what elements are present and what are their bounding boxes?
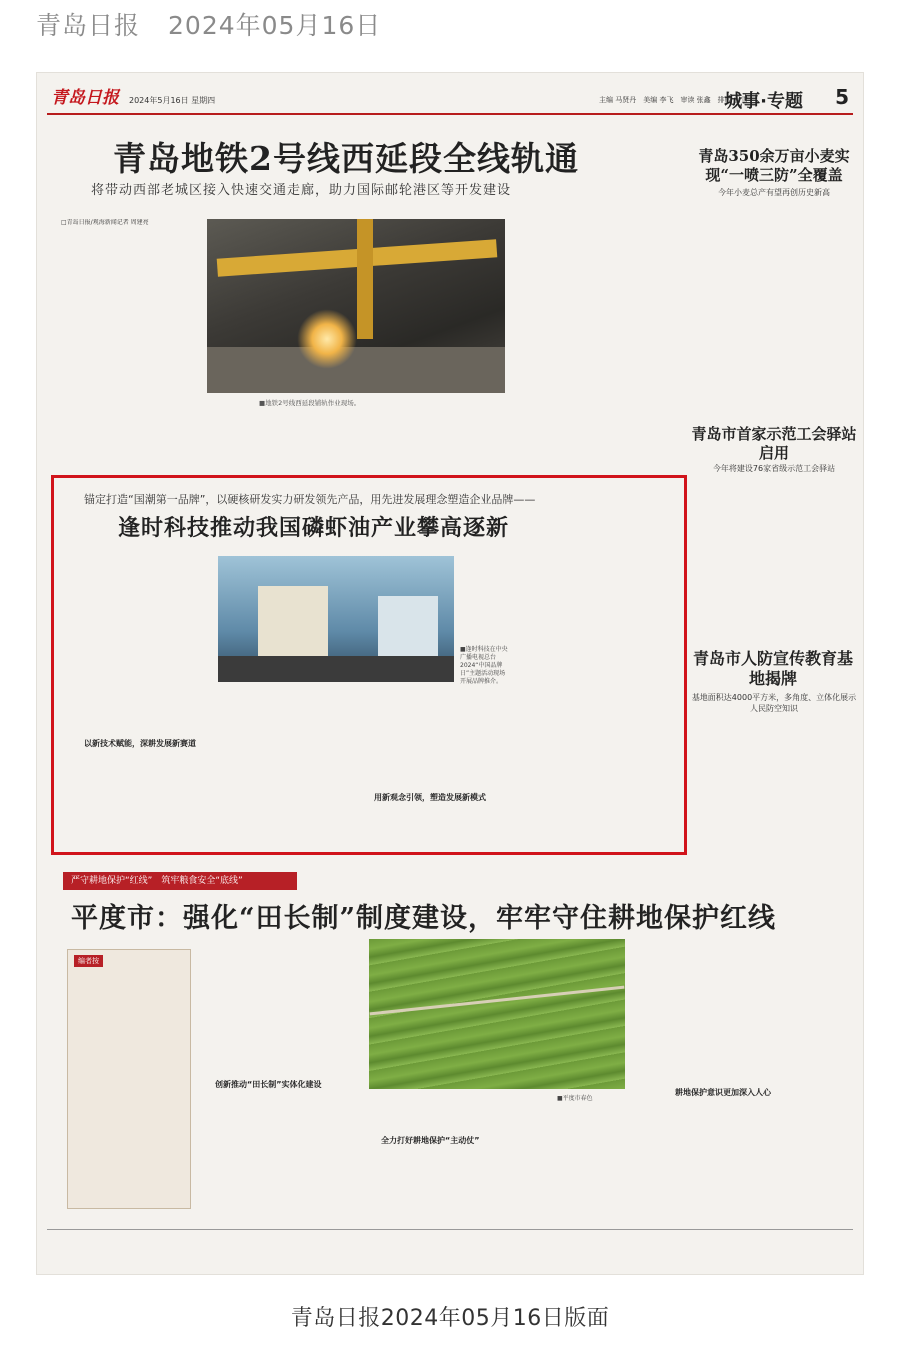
editor-note-tag: 编者按	[74, 955, 103, 967]
lead-body-col1	[61, 219, 199, 464]
lead-headline: 青岛地铁2号线西延段全线轨通	[113, 139, 579, 178]
masthead-staff: 主编 马贤丹 美编 李飞 审读 张鑫 排版 吕雪	[599, 96, 748, 104]
sidebar-sub-2: 今年将建设76家省级示范工会驿站	[712, 464, 836, 473]
second-subhead-2: 全力打好耕地保护“主动仗”	[381, 1136, 480, 1145]
feature-headline: 逢时科技推动我国磷虾油产业攀高逐新	[118, 515, 510, 541]
sidebar-title-2: 青岛市首家示范工会驿站启用	[691, 425, 857, 462]
second-subhead-3: 耕地保护意识更加深入人心	[675, 1088, 771, 1097]
sidebar-title-1: 青岛350余万亩小麦实现“一喷三防”全覆盖	[698, 147, 850, 184]
section-name: 城事·专题	[724, 91, 803, 112]
sidebar-sub-3: 基地面积达4000平方米，多角度、立体化展示人民防空知识	[691, 693, 857, 713]
editor-note-box	[67, 949, 191, 1209]
paper-date: 2024年05月16日	[168, 11, 382, 40]
lead-byline: □青岛日报/观海新闻记者 周建亮	[61, 219, 149, 226]
lead-subheadline: 将带动西部老城区接入快速交通走廊，助力国际邮轮港区等开发建设	[91, 183, 512, 198]
feature-photo	[218, 556, 454, 682]
image-caption-bottom: 青岛日报2024年05月16日版面	[290, 1306, 610, 1331]
section-band: 严守耕地保护“红线” 筑牢粮食安全“底线”	[63, 872, 297, 890]
sidebar-title-3: 青岛市人防宣传教育基地揭牌	[693, 649, 854, 688]
masthead	[47, 85, 853, 115]
feature-subhead-2: 用新观念引领，塑造发展新模式	[374, 793, 486, 802]
masthead-date: 2024年5月16日 星期四	[129, 96, 216, 105]
farmland-photo-caption: ■平度市春色	[557, 1095, 593, 1102]
farmland-photo	[369, 939, 625, 1089]
image-caption-top	[36, 6, 381, 42]
second-subhead-1: 创新推动“田长制”实体化建设	[215, 1080, 322, 1089]
second-headline: 平度市：强化“田长制”制度建设，牢牢守住耕地保护红线	[71, 903, 777, 934]
newspaper-page	[36, 72, 864, 1275]
metro-photo-caption: ■地铁2号线西延段铺轨作业现场。	[259, 399, 361, 407]
feature-story-box	[51, 475, 687, 855]
feature-photo-caption: ■逢时科技在中央广播电视总台2024“中国品牌日”主题活动现场开展品牌推介。	[460, 646, 508, 685]
page-number: 5	[835, 85, 849, 109]
feature-kicker: 锚定打造“国潮第一品牌”，以硬核研发实力研发领先产品，用先进发展理念塑造企业品牌——	[84, 493, 536, 506]
paper-name: 青岛日报	[36, 11, 141, 40]
metro-photo	[207, 219, 505, 393]
feature-subhead-1: 以新技术赋能，深耕发展新赛道	[84, 739, 196, 748]
sidebar-sub-1: 今年小麦总产有望再创历史新高	[718, 188, 830, 197]
footer-divider	[47, 1229, 853, 1230]
paper-logo: 青岛日报	[51, 88, 119, 108]
